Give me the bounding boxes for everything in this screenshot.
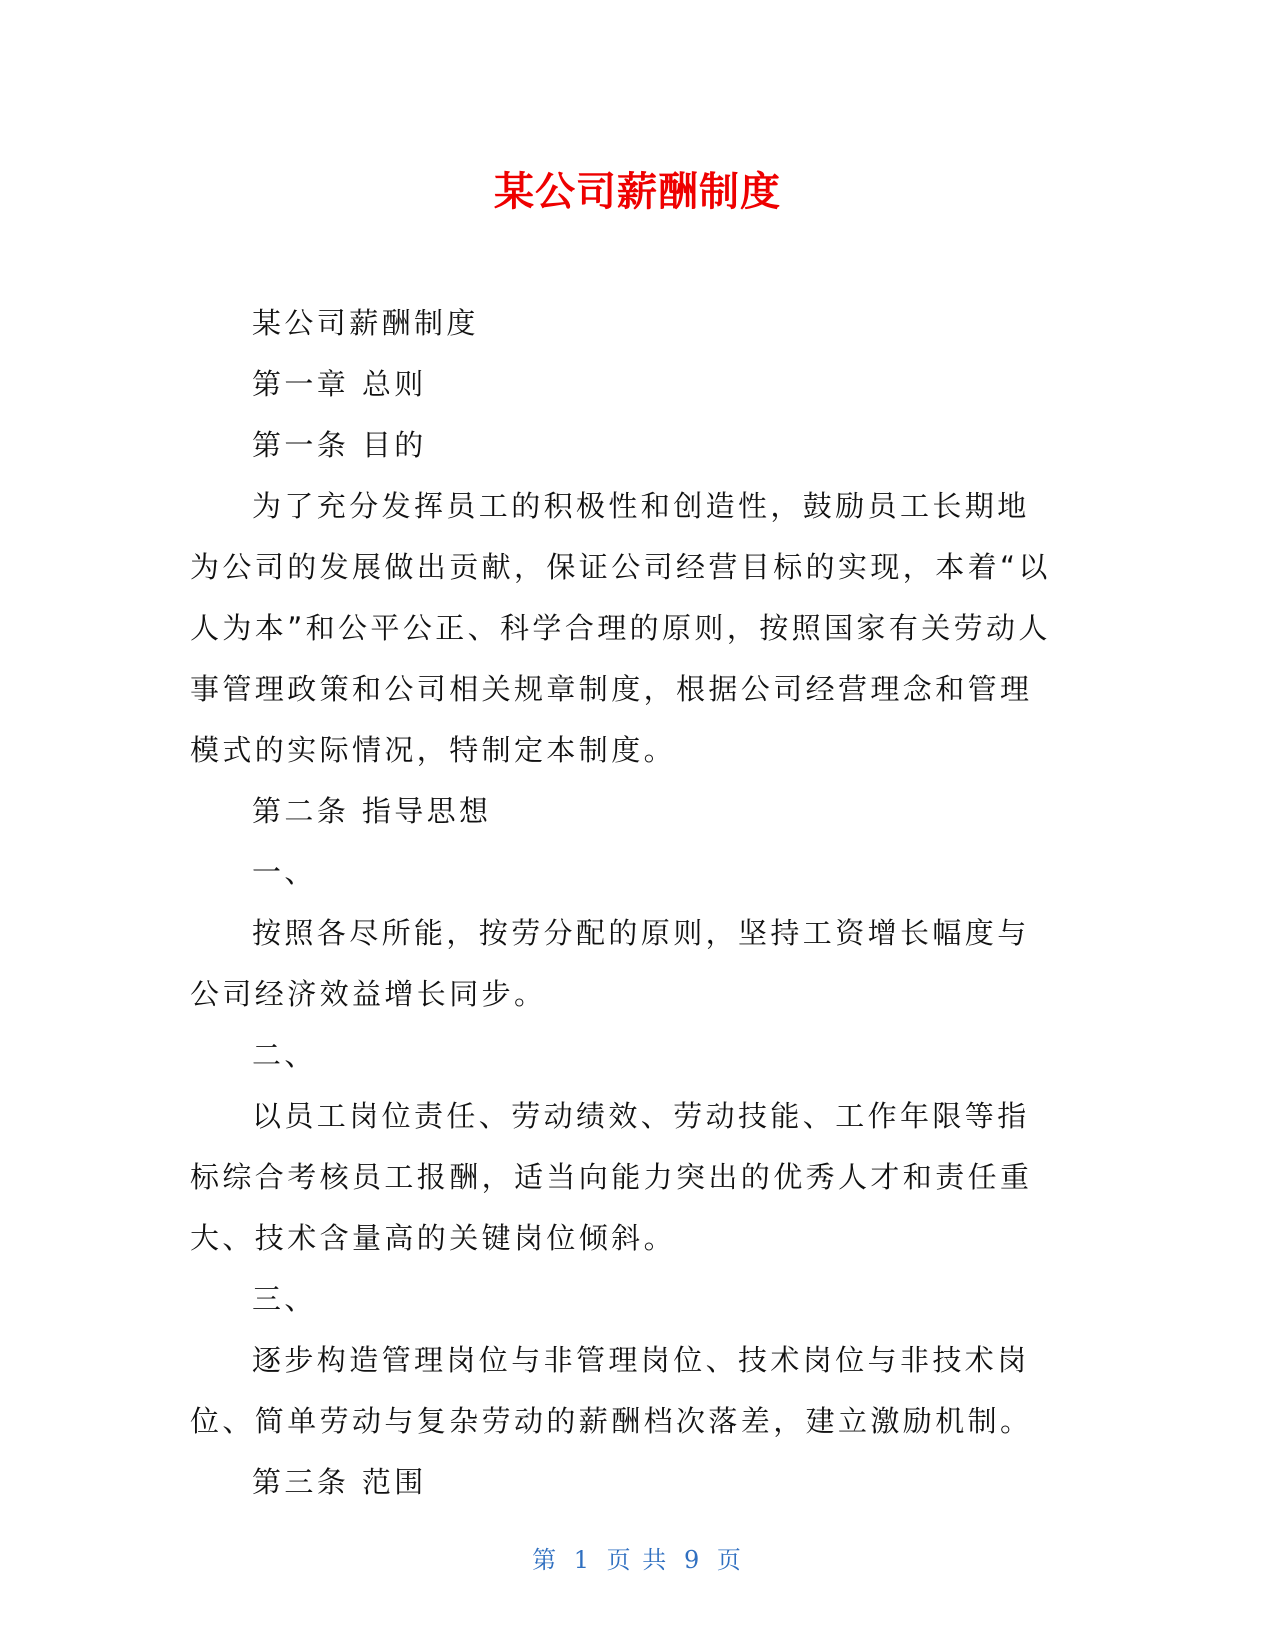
list-number: 一、 [252, 855, 317, 889]
paragraph: 某公司薪酬制度 [252, 306, 479, 340]
article-heading: 第三条 范围 [252, 1465, 427, 1499]
paragraph: 逐步构造管理岗位与非管理岗位、技术岗位与非技术岗位、简单劳动与复杂劳动的薪酬档次落差，建立激励机制。 [190, 1343, 1033, 1438]
document-title: 某公司薪酬制度 [494, 169, 781, 215]
article-heading: 第一条 目的 [252, 428, 427, 462]
paragraph: 为了充分发挥员工的积极性和创造性，鼓励员工长期地为公司的发展做出贡献，保证公司经营目标的实现，本着“以人为本”和公平公正、科学合理的原则，按照国家有关劳动人事管理政策和公司相关规章制度，根据公司经营理念和管理模式的实际情况，特制定本制度。 [190, 489, 1051, 767]
page-footer [0, 1540, 1275, 1575]
paragraph: 以员工岗位责任、劳动绩效、劳动技能、工作年限等指标综合考核员工报酬，适当向能力突出的优秀人才和责任重大、技术含量高的关键岗位倾斜。 [190, 1099, 1033, 1255]
article-heading: 第二条 指导思想 [252, 794, 492, 828]
document-body [190, 293, 1060, 1513]
current-page-number: 1 [573, 1546, 592, 1574]
paragraph: 按照各尽所能，按劳分配的原则，坚持工资增长幅度与公司经济效益增长同步。 [190, 916, 1030, 1011]
list-number: 二、 [252, 1038, 317, 1072]
total-pages-number: 9 [683, 1546, 702, 1574]
footer-suffix: 页 [716, 1546, 743, 1574]
footer-prefix: 第 [532, 1546, 559, 1574]
chapter-heading: 第一章 总则 [252, 367, 427, 401]
list-number: 三、 [252, 1282, 317, 1316]
footer-middle: 页 共 [606, 1546, 669, 1574]
